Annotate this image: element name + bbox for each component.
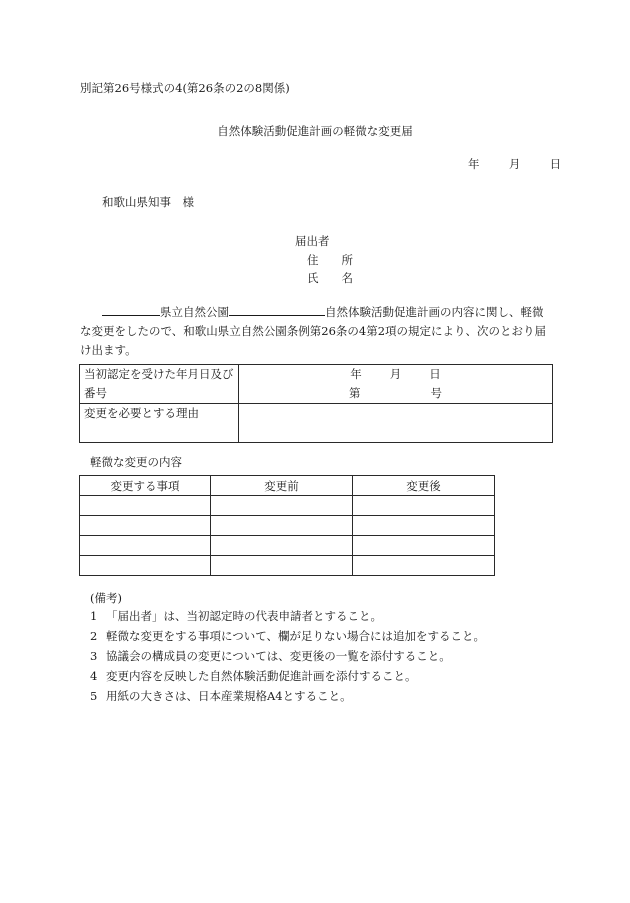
note-number: 5 xyxy=(90,689,98,703)
note-text: 「届出者」は、当初認定時の代表申請者とすること。 xyxy=(106,609,382,623)
after-cell[interactable] xyxy=(353,556,495,576)
change-reason-label: 変更を必要とする理由 xyxy=(80,404,239,443)
certification-date-cell[interactable] xyxy=(239,365,553,404)
remarks-list xyxy=(90,606,485,706)
change-item-cell[interactable] xyxy=(80,556,211,576)
date-day-label: 日 xyxy=(549,157,562,171)
cert-number-suffix: 号 xyxy=(430,386,442,400)
note-text: 用紙の大きさは、日本産業規格A4とすること。 xyxy=(106,689,352,703)
park-name-blank[interactable] xyxy=(102,303,160,316)
filer-name-label: 氏 名 xyxy=(307,271,353,285)
submission-date-line xyxy=(468,156,561,172)
table-row xyxy=(80,496,495,516)
after-cell[interactable] xyxy=(353,536,495,556)
changes-table xyxy=(79,475,495,576)
declaration-part2: 自然体験活動促進計画の内容に関し、軽微な変更をしたので、和歌山県立自然公園条例第26条の4第2項の規定により、次のとおり届け出ます。 xyxy=(80,305,547,357)
form-number: 別記第26号様式の4(第26条の2の8関係) xyxy=(80,81,290,95)
note-text: 変更内容を反映した自然体験活動促進計画を添付すること。 xyxy=(106,669,417,683)
plan-name-blank[interactable] xyxy=(229,303,325,316)
before-cell[interactable] xyxy=(211,556,353,576)
document-title: 自然体験活動促進計画の軽微な変更届 xyxy=(217,124,413,138)
cert-year-label: 年 xyxy=(350,367,362,381)
cert-day-label: 日 xyxy=(429,367,441,381)
table-row xyxy=(80,536,495,556)
addressee: 和歌山県知事 様 xyxy=(102,195,194,209)
note-text: 協議会の構成員の変更については、変更後の一覧を添付すること。 xyxy=(106,649,451,663)
header-before: 変更前 xyxy=(211,476,353,496)
list-item xyxy=(90,666,485,686)
before-cell[interactable] xyxy=(211,536,353,556)
date-month-label: 月 xyxy=(508,157,521,171)
date-year-label: 年 xyxy=(468,157,480,171)
note-text: 軽微な変更をする事項について、欄が足りない場合には追加をすること。 xyxy=(106,629,486,643)
header-change-item: 変更する事項 xyxy=(80,476,211,496)
after-cell[interactable] xyxy=(353,516,495,536)
filer-label: 届出者 xyxy=(295,234,330,248)
declaration-text xyxy=(80,303,554,360)
after-cell[interactable] xyxy=(353,496,495,516)
remarks-heading: (備考) xyxy=(90,591,122,605)
declaration-part1: 県立自然公園 xyxy=(160,305,229,319)
note-number: 4 xyxy=(90,669,98,683)
table-row xyxy=(80,516,495,536)
before-cell[interactable] xyxy=(211,496,353,516)
change-item-cell[interactable] xyxy=(80,536,211,556)
changes-section-label: 軽微な変更の内容 xyxy=(90,455,182,469)
header-after: 変更後 xyxy=(353,476,495,496)
list-item xyxy=(90,626,485,646)
note-number: 3 xyxy=(90,649,98,663)
certification-info-table xyxy=(79,364,553,443)
change-item-cell[interactable] xyxy=(80,496,211,516)
note-number: 2 xyxy=(90,629,98,643)
filer-address-label: 住 所 xyxy=(307,253,353,267)
certification-date-label: 当初認定を受けた年月日及び番号 xyxy=(80,365,239,404)
change-item-cell[interactable] xyxy=(80,516,211,536)
list-item xyxy=(90,606,485,626)
table-row xyxy=(80,556,495,576)
before-cell[interactable] xyxy=(211,516,353,536)
change-reason-cell[interactable] xyxy=(239,404,553,443)
cert-month-label: 月 xyxy=(389,367,402,381)
list-item xyxy=(90,686,485,706)
cert-number-prefix: 第 xyxy=(349,386,361,400)
note-number: 1 xyxy=(90,609,98,623)
list-item xyxy=(90,646,485,666)
